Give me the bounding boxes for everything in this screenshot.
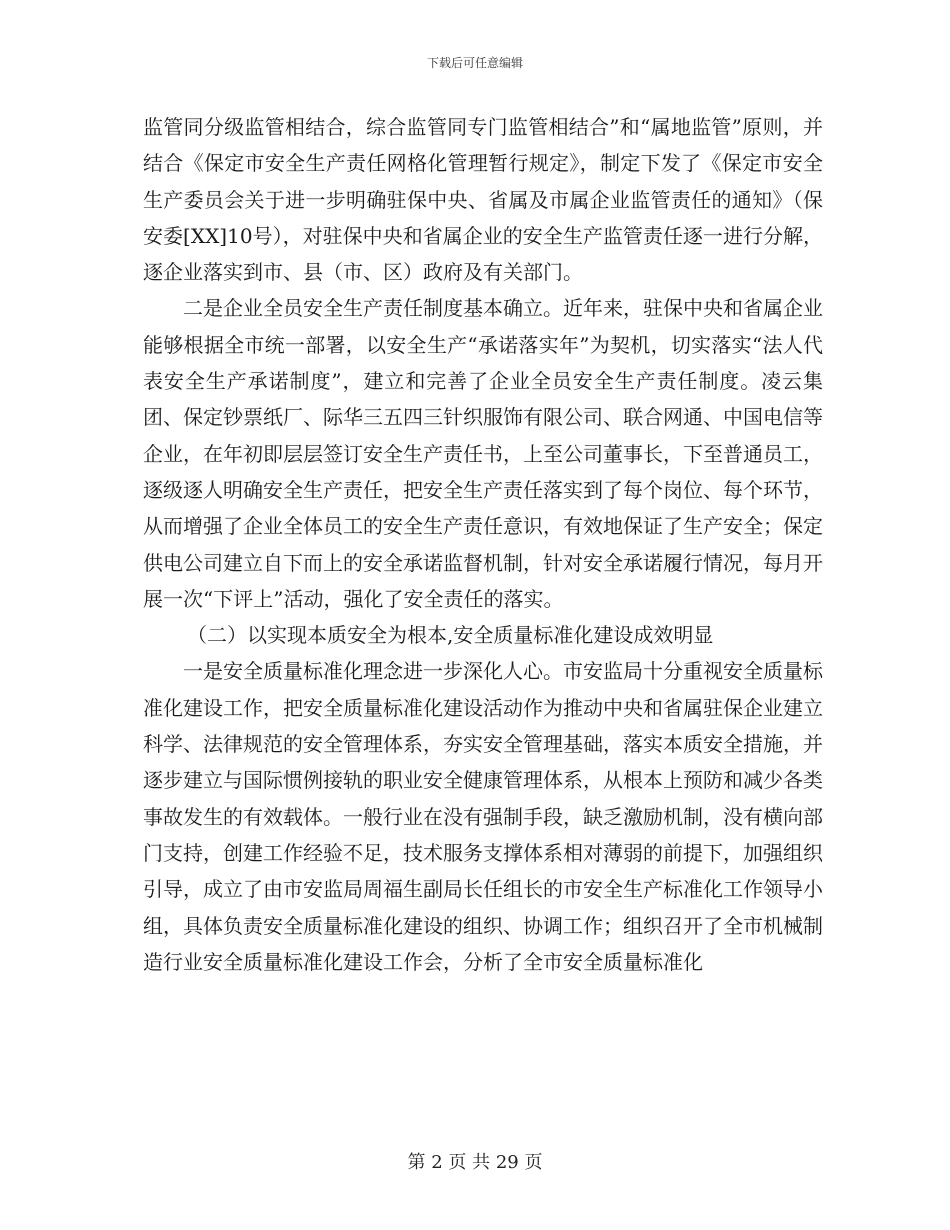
page-number-footer: 第 2 页 共 29 页 bbox=[407, 1152, 543, 1173]
section-heading: （二）以实现本质安全为根本,安全质量标准化建设成效明显 bbox=[187, 623, 714, 648]
paragraph-standardization: 一是安全质量标准化理念进一步深化人心。市安监局十分重视安全质量标准化建设工作，把安全质量标准化建设活动作为推动中央和省属驻保企业建立科学、法律规范的安全管理体系，夯实安全管理基础，落实本质安全措施，并逐步建立与国际惯例接轨的职业安全健康管理体系，从根本上预防和减少各类事故发生的有效载体。一般行业在没有强制手段，缺乏激励机制，没有横向部门支持，创建工作经验不足，技术服务支撑体系相对薄弱的前提下，加强组织引导，成立了由市安监局周福生副局长任组长的市安全生产标准化工作领导小组，具体负责安全质量标准化建设的组织、协调工作；组织召开了全市机械制造行业安全质量标准化建设工作会，分析了全市安全质量标准化 bbox=[143, 659, 823, 974]
document-body bbox=[143, 109, 823, 980]
page-header: 下载后可任意编辑 bbox=[426, 56, 523, 70]
paragraph-responsibility-system: 二是企业全员安全生产责任制度基本确立。近年来，驻保中央和省属企业能够根据全市统一部署，以安全生产“承诺落实年”为契机，切实落实“法人代表安全生产承诺制度”，建立和完善了企业全员安全生产责任制度。凌云集团、保定钞票纸厂、际华三五四三针织服饰有限公司、联合网通、中国电信等企业，在年初即层层签订安全生产责任书，上至公司董事长，下至普通员工，逐级逐人明确安全生产责任，把安全生产责任落实到了每个岗位、每个环节，从而增强了企业全体员工的安全生产责任意识，有效地保证了生产安全；保定供电公司建立自下而上的安全承诺监督机制，针对安全承诺履行情况，每月开展一次“下评上”活动，强化了安全责任的落实。 bbox=[143, 296, 823, 611]
paragraph-continued: 监管同分级监管相结合，综合监管同专门监管相结合”和“属地监管”原则，并结合《保定市安全生产责任网格化管理暂行规定》，制定下发了《保定市安全生产委员会关于进一步明确驻保中央、省属及市属企业监管责任的通知》（保安委[XX]10号），对驻保中央和省属企业的安全生产监管责任逐一进行分解，逐企业落实到市、县（市、区）政府及有关部门。 bbox=[143, 115, 823, 285]
